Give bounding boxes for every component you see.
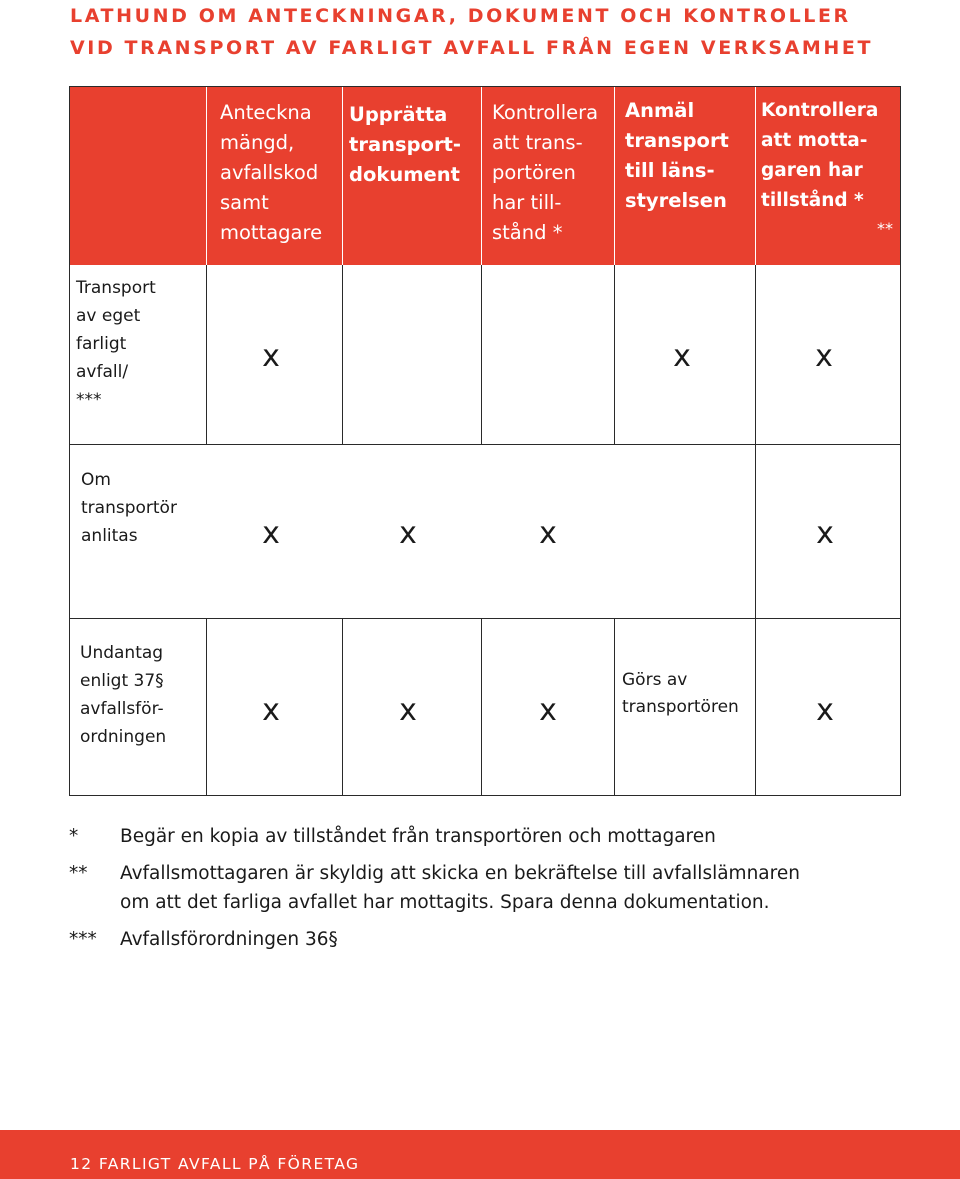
header-record-quantity xyxy=(220,98,322,248)
header-line: portören xyxy=(492,161,576,184)
footnote-symbol: *** xyxy=(69,929,97,950)
row-label-exemption xyxy=(80,639,166,751)
header-line: garen har xyxy=(761,160,863,181)
column-divider xyxy=(755,444,756,796)
header-divider xyxy=(755,86,756,265)
table-border-left-header xyxy=(69,86,70,265)
header-line: transport- xyxy=(349,133,461,156)
header-line: att motta- xyxy=(761,130,868,151)
table-border-top xyxy=(69,86,901,87)
header-notify-county xyxy=(625,96,729,216)
row-divider xyxy=(69,618,901,619)
note-line: Görs av xyxy=(622,670,688,690)
page-title-line-2: VID TRANSPORT AV FARLIGT AVFALL FRÅN EGEN VERKSAMHET xyxy=(70,37,874,59)
check-mark: x xyxy=(816,516,834,551)
row-label-line: Om xyxy=(81,470,111,490)
done-by-transporter-note xyxy=(622,667,739,721)
footnote-text: Avfallsmottagaren är skyldig att skicka en bekräftelse till avfallslämnaren xyxy=(120,863,800,884)
column-divider xyxy=(342,618,343,796)
row-label-line: avfallsför- xyxy=(80,699,164,719)
check-mark: x xyxy=(815,339,833,374)
row-label-line: Undantag xyxy=(80,643,164,663)
row-divider xyxy=(69,444,901,445)
footnote-text: Begär en kopia av tillståndet från transportören och mottagaren xyxy=(120,826,716,847)
header-line: mottagare xyxy=(220,221,323,244)
check-mark: x xyxy=(673,339,691,374)
check-mark: x xyxy=(399,693,417,728)
header-line: mängd, xyxy=(220,131,295,154)
header-transport-document xyxy=(349,100,461,190)
row-label-line: anlitas xyxy=(81,526,138,546)
header-line: har till- xyxy=(492,191,562,214)
header-line: Upprätta xyxy=(349,103,448,126)
check-mark: x xyxy=(399,516,417,551)
column-divider xyxy=(342,265,343,444)
header-line: att trans- xyxy=(492,131,583,154)
header-check-transporter xyxy=(492,98,598,248)
footnote-symbol: * xyxy=(69,826,79,847)
page-number: 12 xyxy=(70,1155,93,1173)
footnote-symbol: ** xyxy=(69,863,88,884)
row-label-line: *** xyxy=(76,390,102,410)
footnotes xyxy=(69,822,899,962)
footnote-3 xyxy=(69,925,899,954)
table-border-bottom xyxy=(69,795,901,796)
header-divider xyxy=(342,86,343,265)
column-divider xyxy=(206,618,207,796)
column-divider xyxy=(206,265,207,444)
header-line: samt xyxy=(220,191,269,214)
check-mark: x xyxy=(262,516,280,551)
header-line: Kontrollera xyxy=(492,101,599,124)
column-divider xyxy=(481,265,482,444)
footer xyxy=(70,1155,359,1173)
header-check-receiver xyxy=(761,96,893,238)
header-line: dokument xyxy=(349,163,460,186)
table-border-left xyxy=(69,265,70,796)
check-mark: x xyxy=(539,693,557,728)
column-divider xyxy=(481,618,482,796)
guide-table xyxy=(69,86,901,796)
check-mark: x xyxy=(539,516,557,551)
row-label-line: Transport xyxy=(76,278,156,298)
header-line: Anmäl xyxy=(625,99,695,122)
header-line: avfallskod xyxy=(220,161,319,184)
header-footnote-marker: ** xyxy=(877,219,893,238)
row-label-own-transport xyxy=(76,274,156,414)
check-mark: x xyxy=(816,693,834,728)
row-label-line: avfall/ xyxy=(76,362,129,382)
row-label-line: farligt xyxy=(76,334,127,354)
header-line: tillstånd * xyxy=(761,190,864,211)
header-divider xyxy=(206,86,207,265)
row-label-hired-transporter xyxy=(81,466,177,550)
table-border-right xyxy=(900,86,901,796)
header-line: stånd * xyxy=(492,221,563,244)
header-divider xyxy=(614,86,615,265)
column-divider xyxy=(755,265,756,444)
footer-title: FARLIGT AVFALL PÅ FÖRETAG xyxy=(98,1155,360,1173)
header-line: Anteckna xyxy=(220,101,312,124)
row-label-line: transportör xyxy=(81,498,177,518)
row-label-line: ordningen xyxy=(80,727,167,747)
row-label-line: enligt 37§ xyxy=(80,671,164,691)
header-line: till läns- xyxy=(625,159,715,182)
page-title xyxy=(70,0,873,64)
note-line: transportören xyxy=(622,697,739,717)
footnote-1 xyxy=(69,822,899,851)
header-line: transport xyxy=(625,129,729,152)
page-title-line-1: LATHUND OM ANTECKNINGAR, DOKUMENT OCH KONTROLLER xyxy=(70,5,851,27)
footnote-text: Avfallsförordningen 36§ xyxy=(120,929,338,950)
footnote-text: om att det farliga avfallet har mottagits. Spara denna dokumentation. xyxy=(120,892,770,913)
header-divider xyxy=(481,86,482,265)
check-mark: x xyxy=(262,693,280,728)
check-mark: x xyxy=(262,339,280,374)
footnote-2 xyxy=(69,859,899,917)
row-label-line: av eget xyxy=(76,306,141,326)
column-divider xyxy=(614,618,615,796)
header-line: styrelsen xyxy=(625,189,727,212)
header-line: Kontrollera xyxy=(761,100,879,121)
column-divider xyxy=(614,265,615,444)
